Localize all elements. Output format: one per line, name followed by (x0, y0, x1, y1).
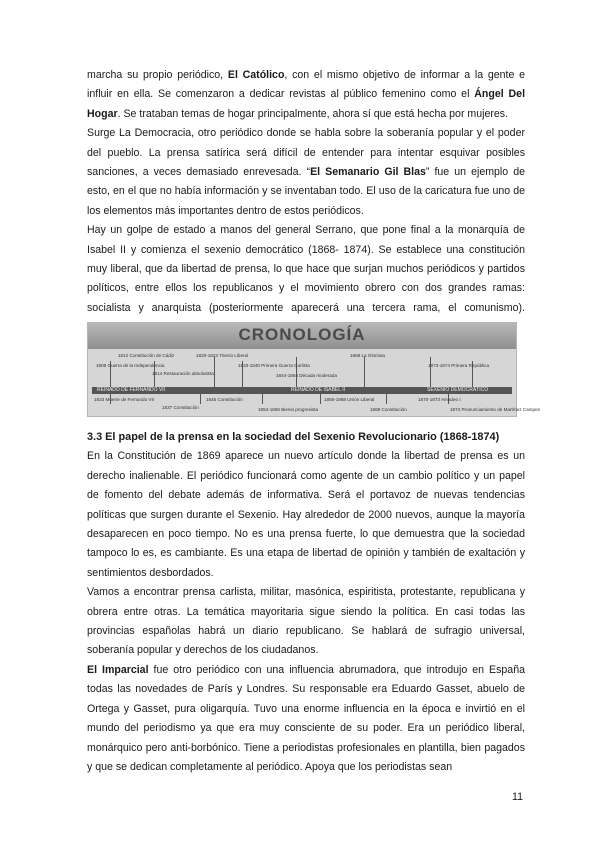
timeline-segment: REINADO DE ISABEL II (291, 387, 345, 393)
text-run: Surge La Democracia, otro periódico donde se habla sobre la soberanía popular y el poder del pueblo. La prensa satírica será difícil de entender para intentar esquivar posibles sanciones, a veces demasiado enrevesada. “ (87, 127, 525, 179)
timeline-label: 1833 Muerte de Fernando VII (94, 397, 155, 402)
timeline-tick (386, 394, 387, 404)
chronology-title: CRONOLOGÍA (238, 325, 366, 344)
timeline-label: 1869 Constitución (370, 407, 407, 412)
paragraph (87, 661, 525, 777)
timeline-label: 1814 Restauración absolutista (152, 371, 214, 376)
page-number: 11 (512, 791, 523, 803)
newspaper-name: El Católico (227, 69, 285, 81)
timeline-tick (262, 394, 263, 404)
timeline-label: 1833-1840 Primera Guerra Carlista (238, 363, 310, 368)
timeline-tick (296, 357, 297, 387)
chronology-header (88, 323, 516, 349)
timeline-segment: REINADO DE FERNANDO VII (97, 387, 166, 393)
timeline-label: 1874 Pronunciamiento de Martínez Campos (450, 407, 540, 412)
newspaper-name: El Imparcial (87, 663, 149, 676)
body-text-section (87, 428, 525, 777)
timeline-label: 1856-1868 Unión Liberal (324, 397, 375, 402)
timeline-segment: SEXENIO DEMOCRÁTICO (427, 387, 489, 393)
paragraph (87, 124, 525, 221)
paragraph (87, 66, 525, 124)
timeline-label: 1844-1854 Década moderada (276, 373, 338, 378)
timeline-tick (320, 394, 321, 404)
text-run: . Se trataban temas de hogar principalmente, ahora sí que está hecha por mujeres. (117, 107, 509, 120)
paragraph: En la Constitución de 1869 aparece un nuevo artículo donde la libertad de prensa es un derecho inalienable. El periódico funcionará como agente de un cambio político y un papel de fomento del debate además de informativa. Será el portavoz de nuevas tendencias políticas que surgen durante el Sexenio. Hay alrededor de 2000 nuevos, aunque la mayoría desaparecen en poco tiempo. No es una prensa fuerte, lo que demuestra que la sociedad tampoco lo es, es cambiante. Es una etapa de libertad de opinión y también de exaltación y sentimientos desbordados. (87, 450, 525, 579)
timeline-tick (214, 357, 215, 387)
paragraph: Hay un golpe de estado a manos del general Serrano, que pone final a la monarquía de Isabel II y comienza el sexenio democrático (1868- 1874). Se establece una constitución muy liberal, que da libertad de prensa, lo que hace que surjan muchos periódicos y partidos políticos, entre ellos los republicanos y el movimiento obrero con dos grandes ramas: socialista y anarquista (posteriormente aparecerá una tercera rama, el comunismo). (87, 224, 525, 314)
text-run: marcha su propio periódico, (87, 69, 228, 81)
timeline-tick (200, 394, 201, 404)
section-heading: 3.3 El papel de la prensa en la sociedad del Sexenio Revolucionario (1868-1874) (87, 431, 500, 443)
text-run: fue otro periódico con una influencia abrumadora, que introdujo en España todas las novedades de París y Londres. Su responsable era Eduardo Gasset, abuelo de Ortega y Gasset, pura oligarquía. Tuvo una enorme influencia en la época e invirtió en el mundo del periodismo ya que era muy consciente de su poder. Era un periódico liberal, monárquico pero anti-borbónico. Tiene a periodistas profesionales en plantilla, bien pagados y que se dedican completamente al periódico. Apoya que los periodistas sean (87, 663, 525, 773)
text-run: ” fue un ejemplo de esto, en el que no había información y se inventaban todo. El uso de la caricatura fue uno de los elementos más importantes dentro de estos periódicos. (87, 166, 525, 217)
timeline-label: 1873-1874 Primera República (428, 363, 490, 368)
timeline-label: 1812 Constitución de Cádiz (118, 353, 175, 358)
paragraph: Vamos a encontrar prensa carlista, militar, masónica, espiritista, protestante, republicana y obrera entre otras. La temática mayoritaria sigue siendo la política. En casi todas las provincias españolas habrá un diario republicano. Se hablará de sufragio universal, soberanía popular y derechos de los ciudadanos. (87, 586, 525, 657)
body-text-top (87, 66, 525, 338)
magazine-name: Ángel Del Hogar (87, 88, 526, 120)
timeline-label: 1870-1873 Amadeo I (418, 397, 461, 402)
timeline-tick (364, 357, 365, 387)
text-run: , con el mismo objetivo de informar a la gente e influir en ella. Se comenzaron a dedicar revistas al público femenino como el (87, 69, 525, 101)
newspaper-name: El Semanario Gil Blas (310, 166, 426, 179)
timeline-label: 1820-1823 Trienio Liberal (196, 353, 249, 358)
chronology-image (87, 322, 540, 417)
timeline-tick (430, 357, 431, 387)
timeline-label: 1808 Guerra de la Independencia (96, 363, 165, 368)
timeline-label: 1845 Constitución (206, 397, 243, 402)
timeline-label: 1854-1856 Bienio progresista (258, 407, 319, 412)
timeline-label: 1837 Constitución (162, 405, 199, 410)
timeline-label: 1868 La Gloriosa (350, 353, 385, 358)
